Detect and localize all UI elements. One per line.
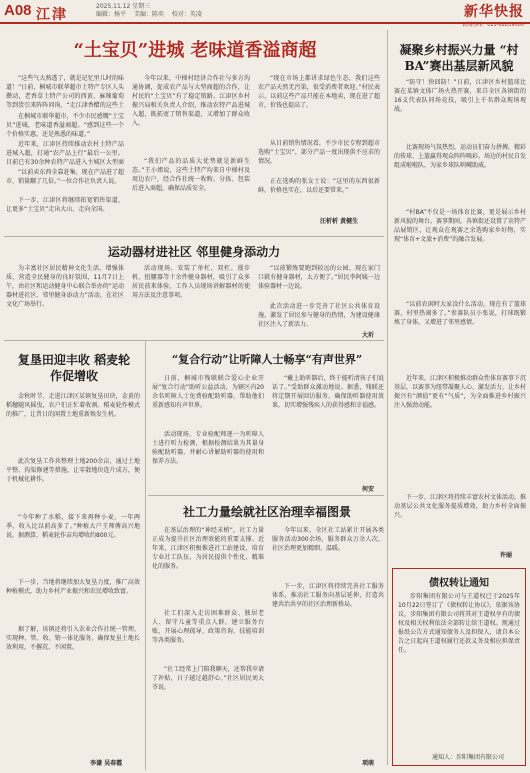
article-paragraph: “以前锻炼要跑到较远的公园，现在家门口就有健身器材，太方便了。”居民李阿姨一边体验器材一边说。	[258, 265, 380, 290]
proof-credit: 校对：英凌	[171, 11, 202, 18]
column-separator	[145, 340, 146, 770]
notice-signature: 通知人：步阳集团有限公司	[432, 754, 505, 761]
editor-credit: 编辑：杨平	[96, 11, 127, 18]
article-headline: “复合行动”让听障人士畅享“有声世界”	[171, 353, 363, 366]
article-headline: “土宝贝”进城 老味道香溢商超	[73, 40, 317, 61]
article-paragraph: 今年以来，中梯村经济合作社与多方沟通协调，促成农产品与大型商超的合作，让村民的“土宝贝”有了稳定销路。江津区乡村振兴局相关负责人介绍，推动农特产品进城入超，既拓宽了销售渠道，又增加了群众收入。	[132, 75, 250, 127]
brand-logo: 新华快报	[464, 4, 524, 20]
article-paragraph: “以前卖东西全靠赶集，现在产品进了超市，销量翻了几倍。”一位合作社负责人说。	[6, 169, 124, 185]
article-paragraph: “社工经常上门陪我聊天，还帮我申请了补贴，日子越过越舒心。”社区居民刘大爷说。	[152, 666, 264, 691]
article-author: 李谦 吴春霞	[90, 760, 123, 767]
issue-date: 2025.11.12 星期三	[96, 3, 151, 10]
article-paragraph: 日前，桐城市残联联合爱心企业开展“复合行动”助听公益活动，为辖区内20余名听障人士免费验配助听器，帮助他们重新感知有声世界。	[152, 375, 264, 409]
masthead	[462, 1, 524, 28]
article-paragraph: 活动现场，安装了单杠、双杠、漫步机、扭腰器等十余件健身器材，吸引了众多居民前来体验。工作人员现场讲解器材的使用方法及注意事项。	[132, 265, 250, 299]
article-paragraph: “这些气大熟透了，就是记忆里儿时的味道！”日前，桐城市联华超市土特产专区人头攒动，老香草土特产公司的西黄、麻辣葡萄等到货引来阵阵问询，“走江津香醋的这些土	[6, 75, 124, 109]
article-paragraph: 今年以来，全区社工站累计开展各类服务活动300余场，服务群众万余人次，社区治理更加精细、温暖。	[272, 527, 384, 552]
article-paragraph: “现在市场上都讲求绿色生态，我们这些农产品天然无污染，很受消费者欢迎。”村民表示，以前这些产品只能在本地卖，现在进了超市，价钱也提高了。	[258, 75, 380, 109]
article-paragraph: 近年来，江津区积极推动群众性体育赛事下沉基层，以赛事为纽带凝聚人心、激发活力，让乡村振兴有“颜值”更有“气质”，为全面推进乡村振兴注入强劲动能。	[394, 375, 526, 409]
article-paragraph: 下一步，江津区将继续拓宽销售渠道，让更多“土宝贝”走出大山、走向全国。	[6, 197, 124, 213]
news-hotline: 新闻热线：023-62839000	[462, 22, 524, 28]
article-headline: 社工力量绘就社区治理幸福图景	[182, 505, 351, 519]
article-paragraph: 近年来，江津区持续推动农村土特产品进城入超，打通“农产品上行”最后一公里。目前已有30余种农特产品进入主城区大型商	[6, 141, 124, 166]
section-divider	[4, 340, 384, 341]
article-paragraph: 据了解，该镇还将引入农业合作社统一管理，实现种、管、收、销一体化服务，确保复垦土地长效利用，不撂荒、不闲置。	[6, 626, 140, 651]
article-author: 汪析析 黄健生	[320, 218, 359, 225]
article-paragraph: “今年种了水稻，接下来再种小麦，一年两季，收入比以前高多了。”种植大户王师傅高兴地说。据测算，稻麦轮作亩均增收约800元。	[6, 514, 140, 539]
design-credit: 美编：陈奕	[133, 11, 164, 18]
column-separator	[387, 30, 388, 765]
page-header	[0, 0, 530, 28]
article-paragraph: 下一步，江津区将持续完善社工服务体系，推动社工服务向基层延伸，打造共建共治共享的社区治理新格局。	[272, 583, 384, 608]
page-number: A08	[4, 2, 32, 19]
article-paragraph: 金秋时节，走进江津区某镇复垦田块，金黄的稻穗随风摇曳，农户们正忙着收割。稻麦轮作模式的推广，让昔日的闲置土地重新焕发生机。	[6, 393, 140, 418]
article-author: 许丽	[500, 552, 513, 559]
article-paragraph: 在基层治理的“神经末梢”，社工力量正成为提升社区治理效能的重要支撑。近年来，江津区积极推进社工站建设，培育专业社工队伍，为居民提供个性化、精准化的服务。	[152, 527, 264, 570]
article-author: 项萌	[362, 760, 375, 767]
section-divider	[148, 495, 384, 496]
notice-title: 债权转让通知	[429, 578, 489, 589]
article-author: 大圻	[362, 332, 375, 339]
article-paragraph: 此次复垦工作共整理土地200余亩，通过土地平整、沟渠修建等措施，让零散地块连片成方，便于机械化耕作。	[6, 458, 140, 483]
article-paragraph: 为丰富社区居民精神文化生活，增强体质，营造全民健身的良好氛围，11月7日上午，由社区和运动健身中心联合举办的“运动器材进社区、邻里健身添动力”活动，在社区文化广场举行。	[6, 265, 124, 308]
article-paragraph: 比赛现场气氛热烈，运动员们奋力拼搏，精彩的传球、上篮赢得观众阵阵喝彩。场边的村民自发组成啦啦队，为家乡球队呐喊助威。	[394, 144, 526, 169]
article-paragraph: 正在选购的张女士说：“这里的东西很新鲜，价格也实在，以后还要常来。”	[258, 178, 380, 194]
article-paragraph: “防守！快回防！”日前，江津区乡村篮球比赛在某镇文体广场火热开赛，来自全区各镇街的16支代表队同场竞技，吸引上千名群众现场观战。	[394, 79, 526, 113]
notice-body: 步阳集团有限公司与王道权已于2025年10月22日签订了《债权转让协议》，依据该协议，步阳集团有限公司将其对王道权享有的债权及相关权利依法全部转让给王道权。现通过报纸公告方式通知债务人及担保人，请自本公告之日起向王道权履行还款义务及相应担保责任。	[398, 593, 520, 654]
article-author: 何安	[362, 486, 375, 493]
issue-meta	[96, 3, 208, 19]
section-name: 江津	[36, 7, 68, 23]
article-paragraph: 从目前销售情况看，不少市民专程到超市选购“土宝贝”，部分产品一度出现供不应求的情况。	[258, 140, 380, 165]
article-paragraph: 下一步，江津区将持续丰富农村文体活动，推动基层公共文化服务提质增效，助力乡村全面振兴。	[394, 494, 526, 519]
article-headline: 凝聚乡村振兴力量 “村BA”赛出基层新风貌	[399, 43, 519, 73]
article-paragraph: 在桐城市联华超市，不少市民感慨“土宝贝”进城，老味道香溢商超。“感到这些一个个价格实惠，还是熟悉的味道。”	[6, 113, 124, 138]
article-paragraph: “村BA”不仅是一场体育比赛，更是展示乡村新风貌的舞台。赛事期间，各镇街还设置了农特产品展销区，让观众在观赛之余选购家乡好物，实现“体育+文旅+消费”的融合发展。	[394, 209, 526, 243]
article-headline: 复垦田迎丰收 稻麦轮作促增收	[17, 353, 131, 383]
article-paragraph: “我们产品的品质大优势就是新鲜生态。”王小姐说，这些土特产均来自中梯村及周边农户，经合作社统一收购、分拣、包装后进入商超，确保品质安全。	[132, 158, 250, 192]
article-headline: 运动器材进社区 邻里健身添动力	[107, 245, 281, 259]
article-paragraph: 社工们深入走访困难群众、独居老人、留守儿童等重点人群，建立服务台账，开展心理疏导、政策咨询、技能培训等各类服务。	[152, 610, 264, 644]
article-paragraph: 此次活动进一步完善了社区公共体育设施，激发了居民参与健身的热情，为建设健康社区注入了新活力。	[258, 303, 380, 328]
article-paragraph: “戴上助听器后，终于能听清孩子们说话了。”受助群众激动地说。据悉，残联还将定期开展回访服务，确保助听器使用效果，切实增强残疾人的获得感和幸福感。	[272, 375, 384, 409]
article-paragraph: “以前农闲时大家没什么活动，现在有了篮球赛，村里热闹多了。”参赛队员小张说，打球既锻炼了身体，又增进了邻里感情。	[394, 301, 526, 326]
section-divider	[4, 236, 384, 237]
article-paragraph: 活动现场，专业验配师逐一为听障人士进行听力检测，根据检测结果为其量身验配助听器，并耐心讲解助听器的使用和保养方法。	[152, 431, 264, 465]
article-paragraph: 下一步，当地将继续加大复垦力度，推广高效种植模式，助力乡村产业振兴和农民增收致富。	[6, 579, 140, 595]
